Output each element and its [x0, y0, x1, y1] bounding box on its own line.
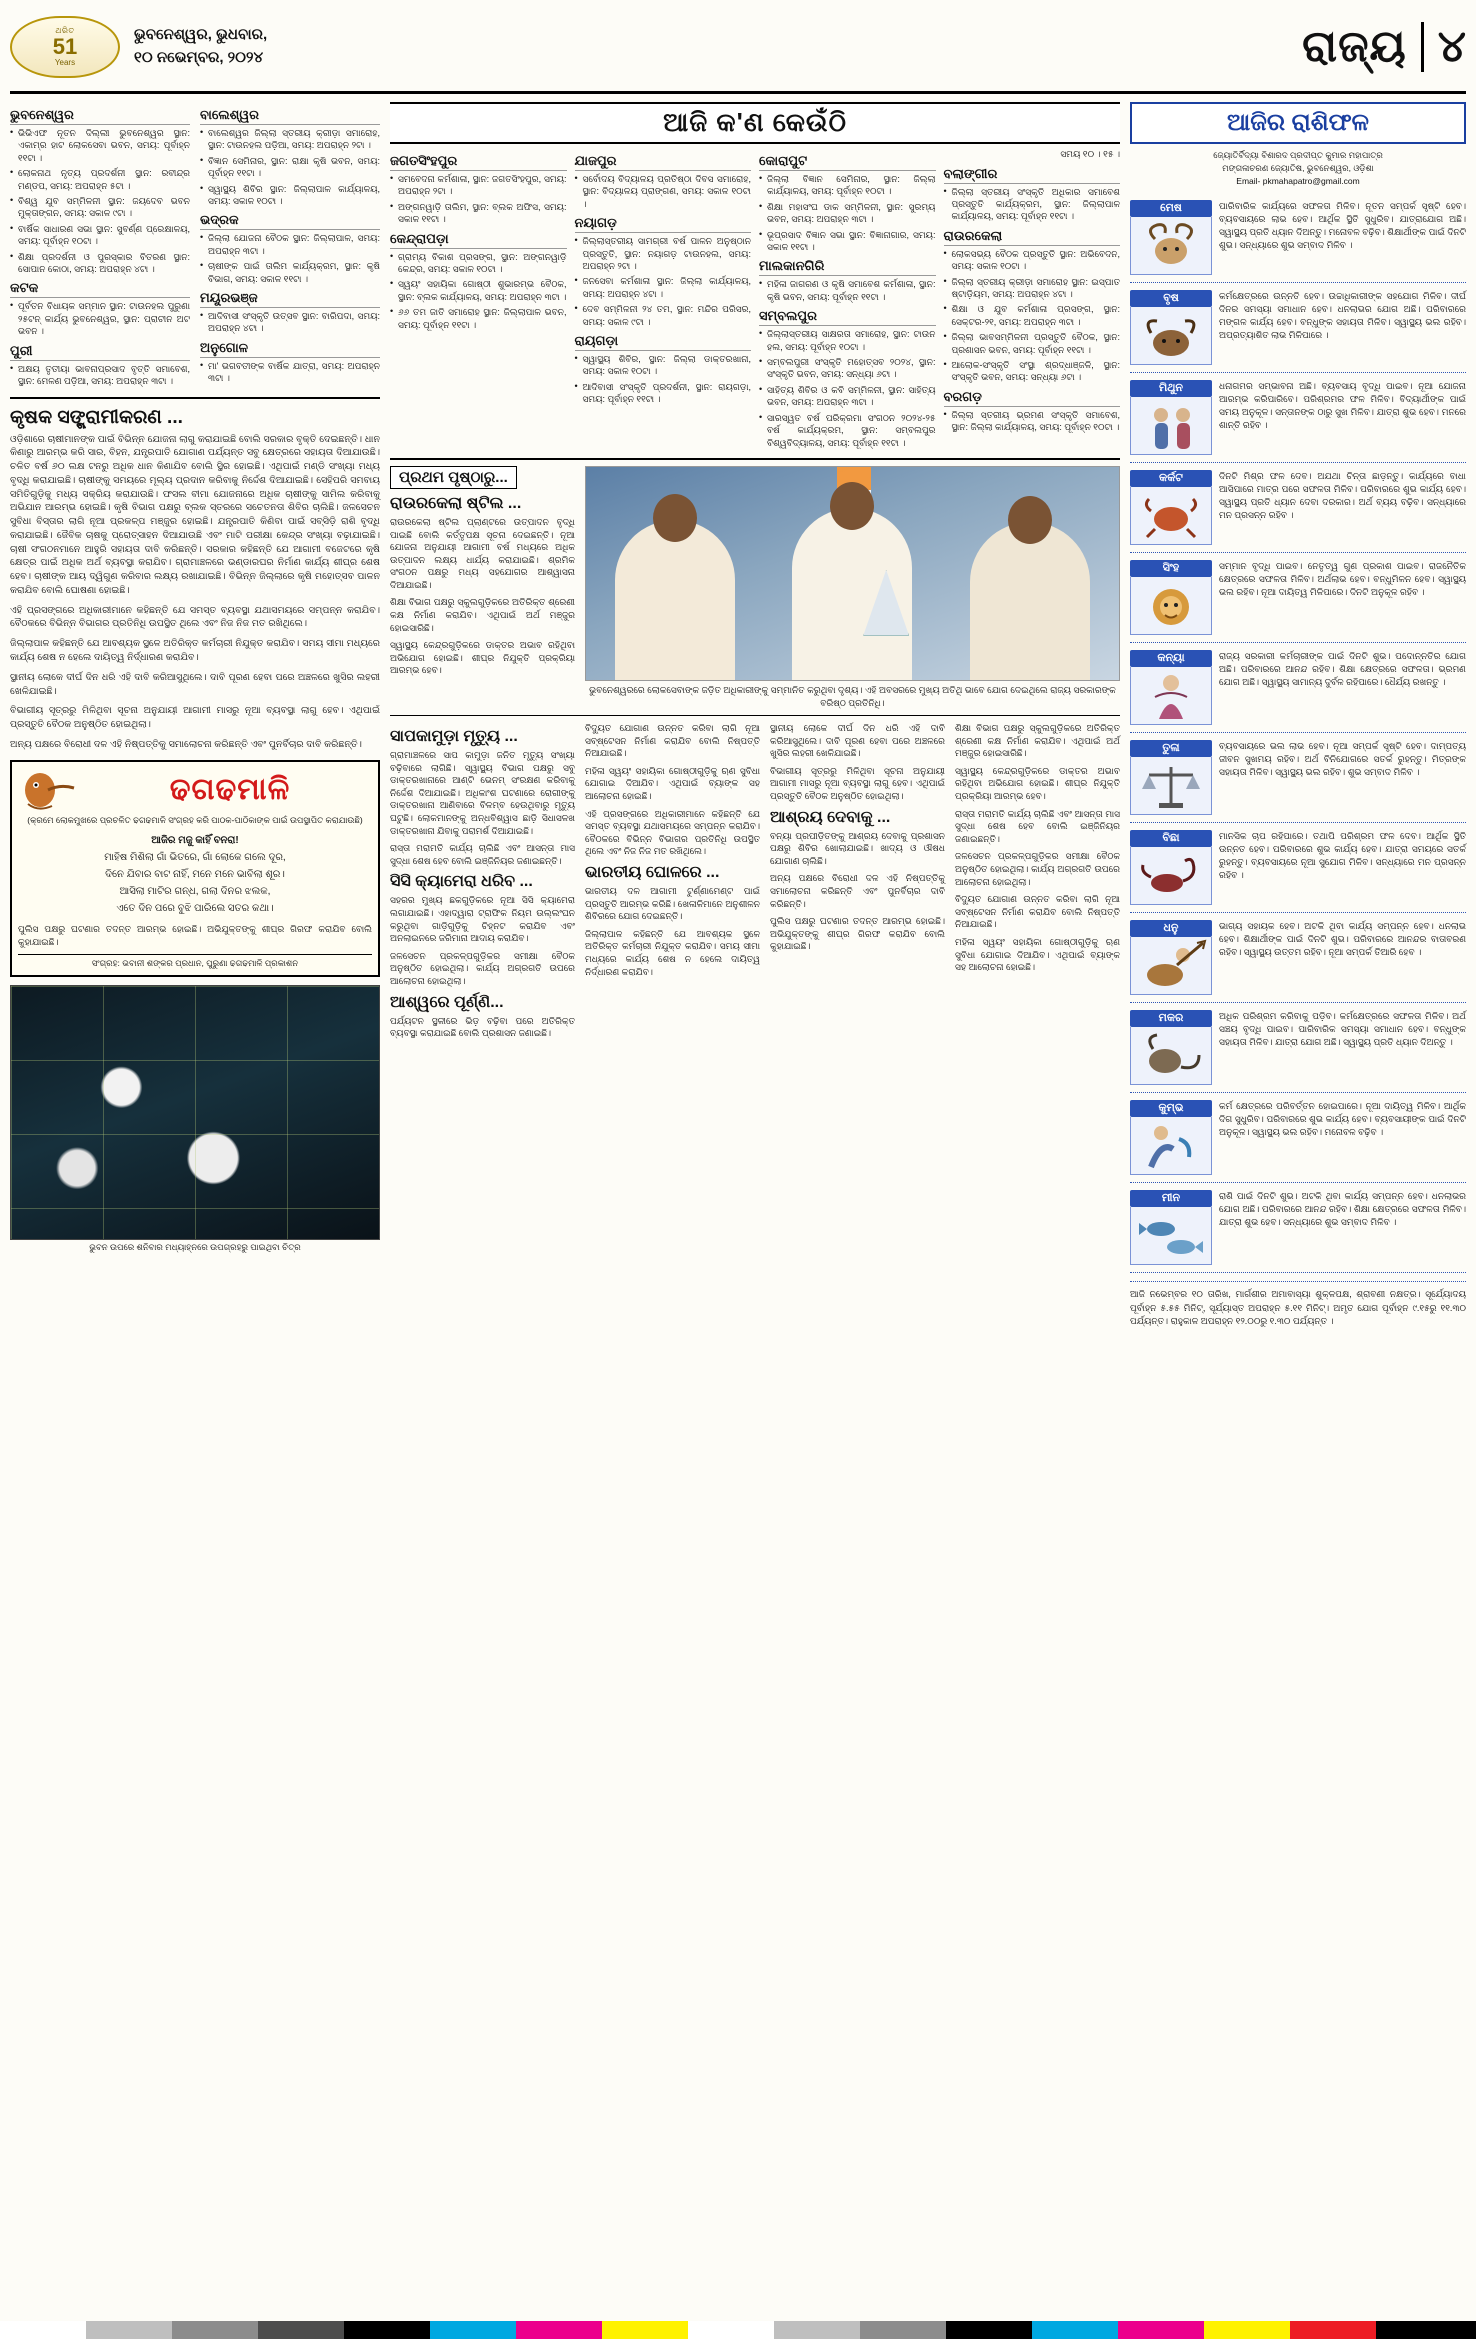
divider	[390, 715, 1120, 716]
event-item: • ଶିକ୍ଷା ମହାସଂଘ ଡାକ ସମ୍ମିଳନୀ, ସ୍ଥାନ: ସୁରମ୍ୟ ଭବନ, ସମୟ: ଅପରାହ୍ନ ୩ଟା ।	[759, 201, 936, 226]
event-list	[944, 409, 1121, 434]
article-body-cont: ଜିଲ୍ଲାପାଳ କହିଛନ୍ତି ଯେ ଆବଶ୍ୟକ ସ୍ଥଳେ ଅତିରିକ୍ତ କର୍ମଚାରୀ ନିଯୁକ୍ତ କରାଯିବ। ସମୟ ସୀମା ମଧ୍ୟରେ କାର୍ଯ୍ୟ ଶେଷ ନ ହେଲେ ଦାୟିତ୍ୱ ନିର୍ଦ୍ଧାରଣ କରାଯିବ।	[10, 638, 380, 663]
event-item: • ଭିଭିଏଫ ନୂତନ ଦିଲ୍ଲୀ ଭୁବନେଶ୍ୱର ସ୍ଥାନ: ଏକାମ୍ର ହାଟ ଲୋକସେବା ଭବନ, ସମୟ: ପୂର୍ବାହ୍ନ ୧୧ଟା ।	[10, 127, 190, 164]
sign-name: ବୃଷ	[1130, 290, 1212, 307]
cartoon-credit: ସଂଗ୍ରହ: ଭବାନୀ ଶଙ୍କର ପ୍ରଧାନ, ପୁରୁଣା ଢଗଢମାଳି ପ୍ରକାଶନ	[18, 954, 372, 969]
event-list	[10, 127, 190, 275]
continued-text: ମହିଳା ସ୍ୱୟଂ ସହାୟିକା ଗୋଷ୍ଠୀଗୁଡ଼ିକୁ ଋଣ ସୁବିଧା ଯୋଗାଇ ଦିଆଯିବ। ଏଥିପାଇଁ ବ୍ୟାଙ୍କ ସହ ଆଲୋଚନା ହୋଇଛି।	[585, 765, 760, 802]
color-swatch	[430, 2321, 516, 2339]
scorpio-scorpion-icon	[1130, 847, 1212, 905]
sign-text: ମାନସିକ ଚାପ ରହିପାରେ। ତଥାପି ପରିଶ୍ରମ ଫଳ ଦେବ। ଆର୍ଥିକ ସ୍ଥିତି ଉନ୍ନତ ହେବ। ପରିବାରରେ ଶୁଭ କାର୍ଯ୍ୟ ହେବ। ଯାତ୍ରା ସମୟରେ ସତର୍କ ରୁହନ୍ତୁ। ବ୍ୟବସାୟରେ ନୂଆ ସୁଯୋଗ ମିଳିବ। ସନ୍ଧ୍ୟାରେ ମନ ପ୍ରସନ୍ନ ରହିବ ।	[1219, 831, 1466, 881]
event-list	[575, 235, 752, 328]
article-body-cont: ବିଭାଗୀୟ ସୂତ୍ରରୁ ମିଳିଥିବା ସୂଚନା ଅନୁଯାୟୀ ଆଗାମୀ ମାସରୁ ନୂଆ ବ୍ୟବସ୍ଥା ଲାଗୁ ହେବ। ଏଥିପାଇଁ ପ୍ରସ୍ତୁତି ବୈଠକ ଅନୁଷ୍ଠିତ ହୋଇଥିଲା।	[10, 705, 380, 731]
event-item: • ଆଲୋକ-ସଂସ୍କୃତି ସଂସ୍ଥା ଶ୍ରଦ୍ଧାଞ୍ଜଳି, ସ୍ଥାନ: ସଂସ୍କୃତି ଭବନ, ସମୟ: ସନ୍ଧ୍ୟା ୬ଟା ।	[944, 359, 1121, 384]
sign-badge	[1130, 290, 1212, 365]
city-name: ବାଲେଶ୍ୱର	[200, 107, 380, 125]
article-headline: କୃଷକ ସଙ୍ଗ୍ରାମୀକରଣ ...	[10, 406, 183, 428]
event-item: • ମା' ଭଗବତୀଙ୍କ ବାର୍ଷିକ ଯାତ୍ରା, ସମୟ: ଅପରାହ୍ନ ୩ଟା ।	[200, 360, 380, 385]
gemini-twins-icon	[1130, 397, 1212, 455]
person-head	[830, 482, 874, 530]
color-swatch	[0, 2321, 86, 2339]
cartoon-title: ଢଗଢମାଳି	[169, 772, 291, 806]
virgo-maiden-icon	[1130, 667, 1212, 725]
article-body-cont: ଅନ୍ୟ ପକ୍ଷରେ ବିରୋଧୀ ଦଳ ଏହି ନିଷ୍ପତ୍ତିକୁ ସମାଲୋଚନା କରିଛନ୍ତି ଏବଂ ପୁନର୍ବିଚାର ଦାବି କରିଛନ୍ତି।	[10, 738, 362, 750]
poem-line: ଦିନେ ଯିବାର ବାଟ ନାହିଁ, ମନେ ମନେ ଭାବିଲା ଶୂର।	[105, 869, 285, 881]
city-name: ଭୁବନେଶ୍ୱର	[10, 107, 190, 125]
sign-name: ତୁଳା	[1130, 740, 1212, 757]
sign-name: ମିଥୁନ	[1130, 380, 1212, 397]
sign-text: ପାରିବାରିକ କାର୍ଯ୍ୟରେ ସଫଳତା ମିଳିବ। ନୂତନ ସମ୍ପର୍କ ସୃଷ୍ଟି ହେବ। ବ୍ୟବସାୟରେ ଲାଭ ହେବ। ଆର୍ଥିକ ସ୍ଥିତି ସୁଧୁରିବ। ଯାତ୍ରାଯୋଗ ଅଛି। ସ୍ୱାସ୍ଥ୍ୟ ପ୍ରତି ଧ୍ୟାନ ଦିଅନ୍ତୁ। ମନୋବଳ ବଢ଼ିବ। ଶିକ୍ଷାର୍ଥୀଙ୍କ ପାଇଁ ଦିନଟି ଶୁଭ। ସନ୍ଧ୍ୟାରେ ଶୁଭ ସମ୍ବାଦ ମିଳିବ ।	[1219, 201, 1466, 251]
event-item: • ସାହିତ୍ୟ ଶିବିର ଓ କବି ସମ୍ମିଳନୀ, ସ୍ଥାନ: ସାହିତ୍ୟ ଭବନ, ସମୟ: ଅପରାହ୍ନ ୩ଟା ।	[759, 384, 936, 409]
event-item: • ବାଲେଶ୍ୱର ଜିଲ୍ଲା ସ୍ତରୀୟ କ୍ରୀଡ଼ା ସମାରୋହ, ସ୍ଥାନ: ଟାଉନହଲ ପଡ଼ିଆ, ସମୟ: ଅପରାହ୍ନ ୨ଟା ।	[200, 127, 380, 152]
cancer-crab-icon	[1130, 487, 1212, 545]
color-swatch	[258, 2321, 344, 2339]
seal-years-label: Years	[54, 58, 76, 67]
photo-block	[585, 466, 1120, 709]
event-list	[10, 363, 190, 388]
event-item: • ସ୍ୱୟଂ ସହାୟିକା ଗୋଷ୍ଠୀ ଶୁଭାରମ୍ଭ ବୈଠକ, ସ୍ଥାନ: ବ୍ଲକ କାର୍ଯ୍ୟାଳୟ, ସମୟ: ଅପରାହ୍ନ ୩ଟା ।	[390, 278, 567, 303]
city-name: ବଲାଙ୍ଗୀର	[944, 166, 1121, 184]
event-item: • ସ୍ୱାସ୍ଥ୍ୟ ଶିବିର, ସ୍ଥାନ: ଜିଲ୍ଲା ଡାକ୍ତରଖାନା, ସମୟ: ସକାଳ ୧୦ଟା ।	[575, 353, 752, 378]
sign-badge	[1130, 560, 1212, 635]
dateline-place: ଭୁବନେଶ୍ୱର, ଭୁଧବାର,	[134, 26, 268, 43]
event-list	[200, 127, 380, 207]
city-name: ମାଲକାନଗିରି	[759, 258, 936, 276]
today-left-block	[10, 102, 380, 391]
aquarius-pot-icon	[1130, 1117, 1212, 1175]
lower-middle-area	[390, 722, 1120, 1040]
sign-text: ସମ୍ମାନ ବୃଦ୍ଧି ପାଇବ। ନେତୃତ୍ୱ ଗୁଣ ପ୍ରକାଶ ପାଇବ। ରାଜନୈତିକ କ୍ଷେତ୍ରରେ ସଫଳତା ମିଳିବ। ଅର୍ଥଲାଭ ହେବ। ବନ୍ଧୁମିଳନ ହେବ। ସ୍ୱାସ୍ଥ୍ୟ ଭଲ ରହିବ। ନୂଆ ଦାୟିତ୍ୱ ମିଳିପାରେ। ଦିନଟି ଅନୁକୂଳ ରହିବ ।	[1219, 561, 1466, 598]
satellite-caption: ଭୁବନ ଉପରେ ଶନିବାର ମଧ୍ୟାହ୍ନରେ ଉପଗ୍ରହରୁ ପାଇଥିବା ଚିତ୍ର	[89, 1242, 301, 1253]
rourkela-body-cont: ସ୍ୱାସ୍ଥ୍ୟ କେନ୍ଦ୍ରଗୁଡ଼ିକରେ ଡାକ୍ତର ଅଭାବ ରହିଥିବା ଅଭିଯୋଗ ହୋଇଛି। ଶୀଘ୍ର ନିଯୁକ୍ତି ପ୍ରକ୍ରିୟା ଆରମ୍ଭ ହେବ।	[390, 640, 575, 676]
divider	[10, 397, 380, 399]
city-name: ରାଉରକେଲା	[944, 228, 1121, 246]
today-column-1	[10, 102, 190, 391]
continued-text: ମହିଳା ସ୍ୱୟଂ ସହାୟିକା ଗୋଷ୍ଠୀଗୁଡ଼ିକୁ ଋଣ ସୁବିଧା ଯୋଗାଇ ଦିଆଯିବ। ଏଥିପାଇଁ ବ୍ୟାଙ୍କ ସହ ଆଲୋଚନା ହୋଇଛି।	[955, 937, 1120, 973]
city-name: ଯାଜପୁର	[575, 153, 752, 171]
continued-text: ବିଦ୍ୟୁତ ଯୋଗାଣ ଉନ୍ନତ କରିବା ଲାଗି ନୂଆ ସବ୍‌ଷ୍ଟେସନ ନିର୍ମାଣ କରାଯିବ ବୋଲି ନିଷ୍ପତ୍ତି ନିଆଯାଇଛି।	[955, 894, 1120, 930]
event-item: • ସମବେଦନା କର୍ମଶାଳା, ସ୍ଥାନ: ଜଗତସିଂହପୁର, ସମୟ: ଅପରାହ୍ନ ୨ଟା ।	[390, 173, 567, 198]
today-time-note: ସମୟ ୧୦ । ୧୫ ।	[1060, 149, 1120, 159]
cctv-body-cont: ଜଳସେଚନ ପ୍ରକଳ୍ପଗୁଡ଼ିକର ସମୀକ୍ଷା ବୈଠକ ଅନୁଷ୍ଠିତ ହୋଇଥିଲା। କାର୍ଯ୍ୟ ଅଗ୍ରଗତି ଉପରେ ଆଲୋଚନା ହୋଇଥିଲା।	[390, 950, 575, 986]
photo-caption: ଭୁବନେଶ୍ୱରରେ ଲୋକସେବାଙ୍କ ଜଡ଼ିତ ଅଧିକାରୀଙ୍କୁ ସମ୍ମାନିତ କରୁଥିବା ଦୃଶ୍ୟ। ଏହି ଅବସରରେ ମୁଖ୍ୟ ଅତିଥି ଭାବେ ଯୋଗ ଦେଇଥିଲେ ରାଜ୍ୟ ସରକାରଙ୍କ ବରିଷ୍ଠ ପ୍ରତିନିଧି।	[589, 684, 1116, 708]
today-section-title: ଆଜି କ'ଣ କେଉଁଠି	[390, 102, 1120, 144]
event-list	[575, 353, 752, 406]
color-swatch-group	[0, 2321, 1476, 2339]
event-item: • ଚାଷୀଙ୍କ ପାଇଁ ତାଲିମ କାର୍ଯ୍ୟକ୍ରମ, ସ୍ଥାନ: କୃଷି ବିଭାଗ, ସମୟ: ସକାଳ ୧୧ଟା ।	[200, 260, 380, 285]
event-item: • ଜିଲ୍ଲା ବିଜ୍ଞାନ ସେମିନାର, ସ୍ଥାନ: ଜିଲ୍ଲା କାର୍ଯ୍ୟାଳୟ, ସମୟ: ପୂର୍ବାହ୍ନ ୧୦ଟା ।	[759, 173, 936, 198]
continued-text: ସ୍ୱାସ୍ଥ୍ୟ କେନ୍ଦ୍ରଗୁଡ଼ିକରେ ଡାକ୍ତର ଅଭାବ ରହିଥିବା ଅଭିଯୋଗ ହୋଇଛି। ଶୀଘ୍ର ନିଯୁକ୍ତି ପ୍ରକ୍ରିୟା ଆରମ୍ଭ ହେବ।	[955, 765, 1120, 802]
ashray-body: ବନ୍ୟା ପ୍ରପୀଡ଼ିତଙ୍କୁ ଆଶ୍ରୟ ଦେବାକୁ ପ୍ରଶାସନ ପକ୍ଷରୁ ଶିବିର ଖୋଲାଯାଇଛି। ଖାଦ୍ୟ ଓ ଔଷଧ ଯୋଗାଣ ଚାଲିଛି।	[770, 830, 945, 866]
horoscope-sign-row	[1130, 553, 1466, 643]
first-page-label: ପ୍ରଥମ ପୃଷ୍ଠାରୁ...	[390, 466, 517, 489]
continued-text: ଜଳସେଚନ ପ୍ରକଳ୍ପଗୁଡ଼ିକର ସମୀକ୍ଷା ବୈଠକ ଅନୁଷ୍ଠିତ ହୋଇଥିଲା। କାର୍ଯ୍ୟ ଅଗ୍ରଗତି ଉପରେ ଆଲୋଚନା ହୋଇଥିଲା।	[955, 851, 1120, 887]
city-name: ମୟୂରଭଞ୍ଜ	[200, 290, 380, 308]
sign-text: କର୍ମକ୍ଷେତ୍ରରେ ଉନ୍ନତି ହେବ। ଉଚ୍ଚାଧିକାରୀଙ୍କ ସହଯୋଗ ମିଳିବ। ଦୀର୍ଘ ଦିନର ସମସ୍ୟା ସମାଧାନ ହେବ। ଧନଲାଭର ଯୋଗ ଅଛି। ପରିବାରରେ ମଙ୍ଗଳ କାର୍ଯ୍ୟ ହେବ। ବନ୍ଧୁଙ୍କ ସହାୟତା ମିଳିବ। ସ୍ୱାସ୍ଥ୍ୟ ଭଲ ରହିବ। ଅପ୍ରତ୍ୟାଶିତ ଲାଭ ମିଳିପାରେ ।	[1219, 291, 1466, 341]
color-swatch	[774, 2321, 860, 2339]
color-swatch	[516, 2321, 602, 2339]
sign-name: ଧନୁ	[1130, 920, 1212, 937]
color-swatch	[1290, 2321, 1376, 2339]
libra-scales-icon	[1130, 757, 1212, 815]
city-name: କୋରାପୁଟ	[759, 153, 936, 171]
sign-name: ମକର	[1130, 1010, 1212, 1027]
today-column-5	[759, 148, 936, 452]
sign-name: କୁମ୍ଭ	[1130, 1100, 1212, 1117]
middle-text-col-4	[955, 722, 1120, 1040]
event-list	[390, 251, 567, 331]
event-list	[759, 173, 936, 253]
continued-text: ବିଦ୍ୟୁତ ଯୋଗାଣ ଉନ୍ନତ କରିବା ଲାଗି ନୂଆ ସବ୍‌ଷ୍ଟେସନ ନିର୍ମାଣ କରାଯିବ ବୋଲି ନିଷ୍ପତ୍ତି ନିଆଯାଇଛି।	[585, 723, 760, 759]
guest-body: ପର୍ଯ୍ୟଟନ ସ୍ଥଳୀରେ ଭିଡ଼ ବଢ଼ିବା ପରେ ଅତିରିକ୍ତ ବ୍ୟବସ୍ଥା କରାଯାଇଛି ବୋଲି ପ୍ରଶାସନ ଜଣାଇଛି।	[390, 1015, 575, 1039]
continued-text: ଜିଲ୍ଲାପାଳ କହିଛନ୍ତି ଯେ ଆବଶ୍ୟକ ସ୍ଥଳେ ଅତିରିକ୍ତ କର୍ମଚାରୀ ନିଯୁକ୍ତ କରାଯିବ। ସମୟ ସୀମା ମଧ୍ୟରେ କାର୍ଯ୍ୟ ଶେଷ ନ ହେଲେ ଦାୟିତ୍ୱ ନିର୍ଦ୍ଧାରଣ କରାଯିବ।	[585, 928, 760, 977]
event-list	[944, 186, 1121, 223]
event-list	[759, 328, 936, 449]
event-item: • ଅକ୍ଷୟ ତୃତୀୟା ଭାବନାପ୍ରସାଦ ବୃତ୍ତି ସମାବେଶ, ସ୍ଥାନ: ମେଳଣ ପଡ଼ିଆ, ସମୟ: ଅପରାହ୍ନ ୩ଟା ।	[10, 363, 190, 388]
event-item: • ସମ୍ବଲପୁରୀ ସଂସ୍କୃତି ମହୋତ୍ସବ ୨୦୨୪, ସ୍ଥାନ: ସଂସ୍କୃତି ଭବନ, ସମୟ: ସନ୍ଧ୍ୟା ୬ଟା ।	[759, 356, 936, 381]
event-item: • ଜିଲ୍ଲା ଭାବସମ୍ମିଳନୀ ପ୍ରସ୍ତୁତି ବୈଠକ, ସ୍ଥାନ: ପ୍ରଶାସନ ଭବନ, ସମୟ: ପୂର୍ବାହ୍ନ ୧୧ଟା ।	[944, 331, 1121, 356]
article-body: ଓଡ଼ିଶାରେ ଚାଷୀମାନଙ୍କ ପାଇଁ ବିଭିନ୍ନ ଯୋଜନା ଲାଗୁ କରାଯାଇଛି ବୋଲି ସରକାର ବୃକ୍ତି ଦେଇଛନ୍ତି। ଧାନ କିଣାରୁ ଆରମ୍ଭ କରି ସାର, ବିହନ, ଯନ୍ତ୍ରପାତି ଯୋଗାଣ ପର୍ଯ୍ୟନ୍ତ ସବୁ କ୍ଷେତ୍ରରେ ସହାୟତା ଦିଆଯାଉଛି। ଚଳିତ ବର୍ଷ ୬୦ ଲକ୍ଷ ଟନରୁ ଅଧିକ ଧାନ କିଣାଯିବ ବୋଲି ସ୍ଥିର ହୋଇଛି। ଏଥିପାଇଁ ମଣ୍ଡି ସଂଖ୍ୟା ମଧ୍ୟ ବୃଦ୍ଧି କରାଯାଇଛି। ଚାଷୀଙ୍କୁ ସମୟରେ ମୂଲ୍ୟ ପ୍ରଦାନ କରିବାକୁ ନିର୍ଦ୍ଦେଶ ଦିଆଯାଇଛି। ସେହିପରି ସମବାୟ ସମିତିଗୁଡ଼ିକୁ ମଧ୍ୟ ସକ୍ରିୟ କରାଯାଉଛି। ଫସଲ ବୀମା ଯୋଜନାରେ ଅଧିକ ଚାଷୀଙ୍କୁ ସାମିଲ କରିବାକୁ ଅଭିଯାନ ଆରମ୍ଭ ହୋଇଛି। କୃଷି ବିଭାଗ ପକ୍ଷରୁ ବ୍ଲକ ସ୍ତରରେ ସଚେତନତା ଶିବିର ଚାଲିଛି। ଜଳସେଚନ ସୁବିଧା ବିସ୍ତାର ଲାଗି ନୂଆ ପ୍ରକଳ୍ପ ମଞ୍ଜୁର ହୋଇଛି। ଯନ୍ତ୍ରପାତି କିଣିବା ପାଇଁ ସବ୍‌ସିଡ଼ି ରାଶି ବୃଦ୍ଧି କରାଯାଇଛି। ଜୈବିକ ଚାଷକୁ ପ୍ରୋତ୍ସାହନ ଦିଆଯାଉଛି ଏବଂ ମାଟି ପରୀକ୍ଷା କେନ୍ଦ୍ର ସଂଖ୍ୟା ବଢ଼ାଯାଇଛି। ଚାଷୀ ସଂଗଠନମାନେ ଆହୁରି ସହାୟତା ଦାବି କରିଛନ୍ତି। ସରକାର କହିଛନ୍ତି ଯେ ଆଗାମୀ ବଜେଟରେ କୃଷି କ୍ଷେତ୍ର ପାଇଁ ଅଧିକ ଅର୍ଥ ବ୍ୟବସ୍ଥା କରାଯିବ। ଗ୍ରାମାଞ୍ଚଳରେ ଭଣ୍ଡାରଘର ନିର୍ମାଣ କାର୍ଯ୍ୟ ଶୀଘ୍ର ଶେଷ ହେବ। ଚାଷୀଙ୍କ ଆୟ ଦ୍ୱିଗୁଣ କରିବାର ଲକ୍ଷ୍ୟ ରଖାଯାଇଛି। ବିଭିନ୍ନ ଜିଲ୍ଲାରେ କୃଷି ମହୋତ୍ସବ ପାଳନ କରାଯିବ ବୋଲି ଘୋଷଣା ହୋଇଛି।	[10, 433, 380, 596]
left-column	[10, 102, 380, 2312]
sign-text: କର୍ମ କ୍ଷେତ୍ରରେ ପରିବର୍ତ୍ତନ ହୋଇପାରେ। ନୂଆ ଦାୟିତ୍ୱ ମିଳିବ। ଆର୍ଥିକ ଦିଗ ସୁଧୁରିବ। ପରିବାରରେ ଶୁଭ କାର୍ଯ୍ୟ ହେବ। ବ୍ୟବସାୟୀଙ୍କ ପାଇଁ ଦିନଟି ଅନୁକୂଳ। ସ୍ୱାସ୍ଥ୍ୟ ଭଲ ରହିବ। ମନୋବଳ ବଢ଼ିବ ।	[1219, 1101, 1466, 1138]
horoscope-byline	[1130, 149, 1466, 187]
today-listing	[390, 148, 1120, 452]
horoscope-title: ଆଜିର ରାଶିଫଳ	[1130, 102, 1466, 144]
sign-badge	[1130, 920, 1212, 995]
color-swatch	[946, 2321, 1032, 2339]
event-item: • ସ୍ୱାସ୍ଥ୍ୟ ଶିବିର ସ୍ଥାନ: ଜିଲ୍ଲାପାଳ କାର୍ଯ୍ୟାଳୟ, ସମୟ: ସକାଳ ୧୦ଟା ।	[200, 183, 380, 208]
event-item: • ସାରସ୍ୱତ ବର୍ଷ ପରିକ୍ରମା ସଂଗଠନ ୨୦୨୪-୨୫ ବର୍ଷ କାର୍ଯ୍ୟକ୍ରମ, ସ୍ଥାନ: ସମ୍ବଲପୁର ବିଶ୍ୱବିଦ୍ୟାଳୟ, ସମୟ: ପୂର୍ବାହ୍ନ ୧୧ଟା ।	[759, 412, 936, 449]
city-name: ନୟାଗଡ଼	[575, 215, 752, 233]
masthead	[10, 8, 1466, 94]
horoscope-sign-row	[1130, 733, 1466, 823]
city-name: ସମ୍ବଲପୁର	[759, 308, 936, 326]
middle-column	[390, 102, 1120, 2312]
continued-text: ରାସ୍ତା ମରାମତି କାର୍ଯ୍ୟ ଚାଲିଛି ଏବଂ ଆସନ୍ତା ମାସ ସୁଦ୍ଧା ଶେଷ ହେବ ବୋଲି ଇଞ୍ଜିନିୟର ଜଣାଇଛନ୍ତି।	[955, 808, 1120, 844]
color-swatch	[688, 2321, 774, 2339]
horoscope-sign-row	[1130, 643, 1466, 733]
photo-subjects	[586, 495, 1119, 680]
sign-badge	[1130, 650, 1212, 725]
photo-person-right	[970, 522, 1090, 680]
event-item: • ଲୋକସଭ୍ୟ ବୈଠକ ପ୍ରସ୍ତୁତି ସ୍ଥାନ: ଅଭିବେଦନ, ସମୟ: ସକାଳ ୧୦ଟା ।	[944, 248, 1121, 273]
leo-lion-icon	[1130, 577, 1212, 635]
horoscope-sign-row	[1130, 913, 1466, 1003]
horoscope-sign-row	[1130, 283, 1466, 373]
section-title: ରାଜ୍ୟ	[1302, 21, 1407, 71]
event-item: • ଜନସେବା କର୍ମଶାଳା ସ୍ଥାନ: ଜିଲ୍ଲା କାର୍ଯ୍ୟାଳୟ, ସମୟ: ଅପରାହ୍ନ ୪ଟା ।	[575, 275, 752, 300]
continued-text: ପୁଲିସ ପକ୍ଷରୁ ଘଟଣାର ତଦନ୍ତ ଆରମ୍ଭ ହୋଇଛି। ଅଭିଯୁକ୍ତଙ୍କୁ ଶୀଘ୍ର ଗିରଫ କରାଯିବ ବୋଲି କୁହାଯାଇଛି।	[770, 916, 945, 952]
city-name: କଟକ	[10, 280, 190, 298]
event-list	[200, 232, 380, 285]
continued-text: ବିଭାଗୀୟ ସୂତ୍ରରୁ ମିଳିଥିବା ସୂଚନା ଅନୁଯାୟୀ ଆଗାମୀ ମାସରୁ ନୂଆ ବ୍ୟବସ୍ଥା ଲାଗୁ ହେବ। ଏଥିପାଇଁ ପ୍ରସ୍ତୁତି ବୈଠକ ଅନୁଷ୍ଠିତ ହୋଇଥିଲା।	[770, 765, 945, 802]
satellite-grid-overlay	[11, 986, 379, 1239]
sign-badge	[1130, 200, 1212, 275]
event-list	[759, 278, 936, 303]
sign-text: ଦିନଟି ମିଶ୍ର ଫଳ ଦେବ। ଅଯଥା ଚିନ୍ତା ଛାଡ଼ନ୍ତୁ। କାର୍ଯ୍ୟରେ ବାଧା ଆସିପାରେ ମାତ୍ର ପରେ ସଫଳତା ମିଳିବ। ପରିବାରରେ ଶୁଭ କାର୍ଯ୍ୟ ହେବ। ସ୍ୱାସ୍ଥ୍ୟ ପ୍ରତି ଧ୍ୟାନ ଦେବା ଦରକାର। ଅର୍ଥ ବ୍ୟୟ ବଢ଼ିବ। ସନ୍ଧ୍ୟାରେ ମନ ପ୍ରସନ୍ନ ରହିବ ।	[1219, 471, 1466, 521]
guest-headline: ଆଶ୍ୱରେ ପୂର୍ଣ୍ଣି...	[390, 993, 504, 1011]
poem-heading: ଆଜିର ମଜୁ କାହିଁ ବନରା!	[151, 835, 239, 847]
event-item: • ଶିକ୍ଷା ପ୍ରଦର୍ଶନୀ ଓ ପୁରସ୍କାର ବିତରଣ ସ୍ଥାନ: ସୋପାନ କୋଠା, ସମୟ: ଅପରାହ୍ନ ୪ଟା ।	[10, 251, 190, 276]
city-name: କେନ୍ଦ୍ରାପଡ଼ା	[390, 231, 567, 249]
masthead-section-area	[1302, 22, 1466, 72]
event-item: • ଜିଲ୍ଲାସ୍ତରୀୟ ସାକ୍ଷରତା ସମାରୋହ, ସ୍ଥାନ: ଟାଉନ ହଲ, ସମୟ: ପୂର୍ବାହ୍ନ ୧୦ଟା ।	[759, 328, 936, 353]
event-item: • ଜିଲ୍ଲା ସ୍ତରୀୟ କ୍ରୀଡ଼ା ସମାରୋହ ସ୍ଥାନ: ଇସ୍ପାତ ଷ୍ଟାଡ଼ିୟମ, ସମୟ: ଅପରାହ୍ନ ୪ଟା ।	[944, 276, 1121, 301]
event-item: • ମହିଳା ଜାଗରଣ ଓ କୃଷି ସମାବେଶ କର୍ମଶାଳା, ସ୍ଥାନ: କୃଷି ଭବନ, ସମୟ: ପୂର୍ବାହ୍ନ ୧୧ଟା ।	[759, 278, 936, 303]
continued-text: ଅନ୍ୟ ପକ୍ଷରେ ବିରୋଧୀ ଦଳ ଏହି ନିଷ୍ପତ୍ତିକୁ ସମାଲୋଚନା କରିଛନ୍ତି ଏବଂ ପୁନର୍ବିଚାର ଦାବି କରିଛନ୍ତି।	[770, 873, 945, 909]
color-swatch	[1032, 2321, 1118, 2339]
color-swatch	[1118, 2321, 1204, 2339]
color-swatch	[1204, 2321, 1290, 2339]
poem-line: ଏତେ ଦିନ ପରେ ବୁଝି ପାରିଲେ ସତର କଥା।	[116, 903, 274, 915]
event-list	[200, 310, 380, 335]
article-body-cont: ସ୍ଥାନୀୟ ଲୋକେ ଦୀର୍ଘ ଦିନ ଧରି ଏହି ଦାବି କରିଆସୁଥିଲେ। ଦାବି ପୂରଣ ହେବା ପରେ ଅଞ୍ଚଳରେ ଖୁସିର ଲହରୀ ଖେଳିଯାଇଛି।	[10, 671, 380, 697]
sign-name: କର୍କଟ	[1130, 470, 1212, 487]
event-item: • ଭୂପ୍ରସାଦ ବିଜ୍ଞାନ ସଭା ସ୍ଥାନ: ବିଜ୍ଞାନାଗାର, ସମୟ: ସକାଳ ୧୧ଟା ।	[759, 229, 936, 254]
sign-name: ମେଷ	[1130, 200, 1212, 217]
today-column-2	[200, 102, 380, 391]
sign-badge	[1130, 1010, 1212, 1085]
publication-seal	[10, 16, 120, 78]
event-item: • ଜିଲ୍ଲା ସ୍ତରୀୟ ଭ୍ରମଣ ସଂସ୍କୃତି ସମାବେଶ, ସ୍ଥାନ: ଜିଲ୍ଲା କାର୍ଯ୍ୟାଳୟ, ସମୟ: ପୂର୍ବାହ୍ନ ୧୦ଟା ।	[944, 409, 1121, 434]
sign-name: କନ୍ୟା	[1130, 650, 1212, 667]
color-swatch	[344, 2321, 430, 2339]
today-column-4	[575, 148, 752, 452]
sign-name: ସିଂହ	[1130, 560, 1212, 577]
event-list	[944, 248, 1121, 384]
city-name: ରାୟଗଡ଼ା	[575, 333, 752, 351]
event-item: • ବିଶ୍ୱ ଯୁବ ସମ୍ମିଳନୀ ସ୍ଥାନ: ଜୟଦେବ ଭବନ ମୁକ୍ତାଙ୍ଗନ, ସମୟ: ସକାଳ ୯ଟା ।	[10, 195, 190, 220]
poem-line: ଆସିଲା ମାଟିର ଗନ୍ଧ, ଗଲା ଦିନର ଝଲକ,	[119, 886, 271, 898]
astrologer-name: ଜ୍ୟୋତିର୍ବିଦ୍ୟା ବିଶାରଦ ପ୍ରଦୀପ୍ତ କୁମାର ମହାପାତ୍ର	[1213, 150, 1383, 160]
event-item: • ଜିଲ୍ଲାସ୍ତରୀୟ ସାମଗ୍ରୀ ବର୍ଷ ପାଳନ ଅନୁଷ୍ଠାନ ପ୍ରସ୍ତୁତି, ସ୍ଥାନ: ନୟାଗଡ଼ ଟାଉନହଲ, ସମୟ: ଅପରାହ୍ନ ୨ଟା ।	[575, 235, 752, 272]
divider	[390, 458, 1120, 460]
event-item: • ସର୍ବୋଦୟ ବିଦ୍ୟାଳୟ ପ୍ରତିଷ୍ଠା ଦିବସ ସମାରୋହ, ସ୍ଥାନ: ବିଦ୍ୟାଳୟ ପ୍ରାଙ୍ଗଣ, ସମୟ: ସକାଳ ୧୦ଟା ।	[575, 173, 752, 210]
snake-article	[390, 722, 575, 1040]
event-item: • ଶିକ୍ଷା ଓ ଯୁବ କର୍ମଶାଳା ପ୍ରସଙ୍ଗ, ସ୍ଥାନ: ସେକ୍ଟର-୨୧, ସମୟ: ଅପରାହ୍ନ ୩ଟା ।	[944, 303, 1121, 328]
event-item: • ଦେବ ସମ୍ମିଳନୀ ୨୪ ତମ, ସ୍ଥାନ: ମନ୍ଦିର ପରିସର, ସମୟ: ସକାଳ ୯ଟା ।	[575, 303, 752, 328]
sign-text: ଅଧିକ ପରିଶ୍ରମ କରିବାକୁ ପଡ଼ିବ। କର୍ମକ୍ଷେତ୍ରରେ ସଫଳତା ମିଳିବ। ଅର୍ଥ ସଞ୍ଚୟ ବୃଦ୍ଧି ପାଇବ। ପାରିବାରିକ ସମସ୍ୟା ସମାଧାନ ହେବ। ବନ୍ଧୁଙ୍କ ସହାୟତା ମିଳିବ। ଯାତ୍ରା ଯୋଗ ଅଛି। ସ୍ୱାସ୍ଥ୍ୟ ପ୍ରତି ଧ୍ୟାନ ଦିଅନ୍ତୁ ।	[1219, 1011, 1466, 1048]
sign-text: ରାଜ୍ୟ ସରକାରୀ କର୍ମଚାରୀଙ୍କ ପାଇଁ ଦିନଟି ଶୁଭ। ପଦୋନ୍ନତିର ଯୋଗ ଅଛି। ପରିବାରରେ ଆନନ୍ଦ ରହିବ। ଶିକ୍ଷା କ୍ଷେତ୍ରରେ ସଫଳତା। ଭ୍ରମଣ ଯୋଗ ଅଛି। ସ୍ୱାସ୍ଥ୍ୟ ସାମାନ୍ୟ ଦୁର୍ବଳ ରହିପାରେ। ଧୈର୍ଯ୍ୟ ରଖନ୍ତୁ ।	[1219, 651, 1466, 688]
horoscope-footer-note: ଆଜି ନଭେମ୍ବର ୧୦ ତାରିଖ, ମାର୍ଗଶୀର ଅମାବାସ୍ୟା ଶୁକ୍ଳପକ୍ଷ, ଶ୍ରାବଣୀ ନକ୍ଷତ୍ର। ସୂର୍ଯ୍ୟୋଦୟ ପୂର୍ବାହ୍ନ ୫.୫୫ ମିନିଟ୍, ସୂର୍ଯ୍ୟାସ୍ତ ଅପରାହ୍ନ ୫.୧୧ ମିନିଟ୍। ଅମୃତ ଯୋଗ ପୂର୍ବାହ୍ନ ୯.୧୫ରୁ ୧୧.୩୦ ପର୍ଯ୍ୟନ୍ତ। ରାହୁକାଳ ଅପରାହ୍ନ ୧୨.୦୦ରୁ ୧.୩୦ ପର୍ଯ୍ୟନ୍ତ ।	[1130, 1281, 1466, 1329]
sign-text: ଭାଗ୍ୟ ସହାୟକ ହେବ। ଅଟକି ଥିବା କାର୍ଯ୍ୟ ସମ୍ପନ୍ନ ହେବ। ଧନଲାଭ ହେବ। ଶିକ୍ଷାର୍ଥୀଙ୍କ ପାଇଁ ଦିନଟି ଶୁଭ। ପରିବାରରେ ଆନନ୍ଦର ବାତାବରଣ ରହିବ। ସ୍ୱାସ୍ଥ୍ୟ ଉତ୍ତମ ରହିବ। ନୂଆ ସମ୍ପର୍କ ତିଆରି ହେବ ।	[1219, 921, 1466, 958]
city-name: ଅନୁଗୋଳ	[200, 340, 380, 358]
continued-text: ଏହି ପ୍ରସଙ୍ଗରେ ଅଧିକାରୀମାନେ କହିଛନ୍ତି ଯେ ସମସ୍ତ ବ୍ୟବସ୍ଥା ଯଥାସମୟରେ ସମ୍ପନ୍ନ କରାଯିବ। ବୈଠକରେ ବିଭିନ୍ନ ବିଭାଗର ପ୍ରତିନିଧି ଉପସ୍ଥିତ ଥିଲେ ଏବଂ ନିଜ ନିଜ ମତ ରଖିଥିଲେ।	[585, 808, 760, 857]
event-item: • ବିଜ୍ଞାନ ସେମିନାର, ସ୍ଥାନ: ରାକ୍ଷା କୃଷି ଭବନ, ସମୟ: ପୂର୍ବାହ୍ନ ୧୧ଟା ।	[200, 155, 380, 180]
page-number: ୪	[1421, 22, 1466, 72]
bharatak-headline: ଭାରତୀୟ ଘୋଳରେ ...	[585, 864, 720, 882]
color-swatch	[1376, 2321, 1476, 2339]
seal-anniversary-number: 51	[52, 34, 78, 59]
event-item: • ଜିଲ୍ଲା ଯୋଜନା ବୈଠକ ସ୍ଥାନ: ଜିଲ୍ଲାପାଳ, ସମୟ: ଅପରାହ୍ନ ୩ଟା ।	[200, 232, 380, 257]
event-item: • ଗ୍ରାମ୍ୟ ବିକାଶ ପ୍ରସଙ୍ଗ, ସ୍ଥାନ: ଅଙ୍ଗନୱାଡ଼ି କେନ୍ଦ୍ର, ସମୟ: ସକାଳ ୧୦ଟା ।	[390, 251, 567, 276]
color-swatch	[602, 2321, 688, 2339]
dateline-date: ୧୦ ନଭେମ୍ବର, ୨୦୨୪	[134, 48, 264, 66]
sign-text: ଧନାଗମର ସମ୍ଭାବନା ଅଛି। ବ୍ୟବସାୟ ବୃଦ୍ଧି ପାଇବ। ନୂଆ ଯୋଜନା ଆରମ୍ଭ କରିପାରିବେ। ପରିଶ୍ରମର ଫଳ ମିଳିବ। ବିଦ୍ୟାର୍ଥୀଙ୍କ ପାଇଁ ସମୟ ଅନୁକୂଳ। ସନ୍ତାନଙ୍କ ଠାରୁ ସୁଖ ମିଳିବ। ଯାତ୍ରା ଶୁଭ ହେବ। ମନରେ ଶାନ୍ତି ରହିବ ।	[1219, 381, 1466, 431]
sign-name: ମୀନ	[1130, 1190, 1212, 1207]
first-page-section	[390, 466, 1120, 709]
color-swatch	[86, 2321, 172, 2339]
photo-person-left	[615, 520, 735, 680]
sign-badge	[1130, 380, 1212, 455]
continued-text: ସ୍ଥାନୀୟ ଲୋକେ ଦୀର୍ଘ ଦିନ ଧରି ଏହି ଦାବି କରିଆସୁଥିଲେ। ଦାବି ପୂରଣ ହେବା ପରେ ଅଞ୍ଚଳରେ ଖୁସିର ଲହରୀ ଖେଳିଯାଇଛି।	[770, 723, 945, 759]
sign-badge	[1130, 830, 1212, 905]
snake-body-cont: ରାସ୍ତା ମରାମତି କାର୍ଯ୍ୟ ଚାଲିଛି ଏବଂ ଆସନ୍ତା ମାସ ସୁଦ୍ଧା ଶେଷ ହେବ ବୋଲି ଇଞ୍ଜିନିୟର ଜଣାଇଛନ୍ତି।	[390, 843, 575, 866]
first-page-left	[390, 466, 575, 709]
sign-text: ବ୍ୟବସାୟରେ ଭଲ ଲାଭ ହେବ। ନୂଆ ସମ୍ପର୍କ ସୃଷ୍ଟି ହେବ। ଦାମ୍ପତ୍ୟ ଜୀବନ ସୁଖମୟ ରହିବ। ଅର୍ଥ ବିନିଯୋଗରେ ସତର୍କ ରୁହନ୍ତୁ। ମିତ୍ରଙ୍କ ସହାୟତା ମିଳିବ। ସ୍ୱାସ୍ଥ୍ୟ ଭଲ ରହିବ। ଶୁଭ ସମ୍ବାଦ ମିଳିବ ।	[1219, 741, 1466, 778]
horoscope-sign-row	[1130, 1003, 1466, 1093]
sign-badge	[1130, 1190, 1212, 1265]
city-name: ଭଦ୍ରକ	[200, 212, 380, 230]
capricorn-goat-icon	[1130, 1027, 1212, 1085]
event-list	[200, 360, 380, 385]
page-body	[10, 102, 1466, 2312]
today-city-columns	[390, 148, 1120, 452]
event-list	[10, 300, 190, 337]
satellite-image	[10, 985, 380, 1240]
sign-badge	[1130, 740, 1212, 815]
astrologer-email[interactable]: Email- pkmahapatro@gmail.com	[1236, 175, 1360, 186]
astrologer-address: ମଙ୍ଗଳାଚରଣ ଜ୍ୟୋତିଷ, ଭୁବନେଶ୍ୱର, ଓଡ଼ିଶା	[1222, 162, 1374, 173]
cartoon-feature-box	[10, 760, 380, 978]
aries-ram-icon	[1130, 217, 1212, 275]
masthead-dateline	[134, 24, 267, 69]
cctv-headline: ସିସି କ୍ୟାମେରା ଧରିବ ...	[390, 873, 533, 891]
cartoon-subtitle: (କ୍ରମେ ଲୋକମୁଖରେ ପ୍ରଚଳିତ ଢଗଢମାଳି ସଂଗ୍ରହ କରି ପାଠକ-ପାଠିକାଙ୍କ ପାଇଁ ଉପସ୍ଥାପିତ କରାଯାଉଛି)	[27, 814, 363, 825]
middle-text-col-2	[585, 722, 760, 1040]
horoscope-sign-row	[1130, 193, 1466, 283]
pisces-fish-icon	[1130, 1207, 1212, 1265]
event-list	[390, 173, 567, 226]
city-name: ବରଗଡ଼	[944, 389, 1121, 407]
horoscope-sign-row	[1130, 463, 1466, 553]
print-color-calibration-bar	[0, 2321, 1476, 2339]
event-item: • ଜିଲ୍ଲା ସ୍ତରୀୟ ସଂସ୍କୃତି ଅଧିକାର ସମାବେଶ ପ୍ରସ୍ତୁତି କାର୍ଯ୍ୟକ୍ରମ, ସ୍ଥାନ: ଜିଲ୍ଲାପାଳ କାର୍ଯ୍ୟାଳୟ, ସମୟ: ପୂର୍ବାହ୍ନ ୧୧ଟା ।	[944, 186, 1121, 223]
horoscope-sign-row	[1130, 373, 1466, 463]
city-name: ଜଗତସିଂହପୁର	[390, 153, 567, 171]
cctv-body: ସହରର ମୁଖ୍ୟ ଛକଗୁଡ଼ିକରେ ନୂଆ ସିସି କ୍ୟାମେରା ଲଗାଯାଇଛି। ଏହାଦ୍ୱାରା ଟ୍ରାଫିକ ନିୟମ ଉଲ୍ଲଂଘନ କରୁଥିବା ଗାଡ଼ିଗୁଡ଼ିକୁ ଚିହ୍ନଟ କରାଯିବ ଏବଂ ଅନଲାଇନରେ ଜରିମାନା ଆଦାୟ କରାଯିବ।	[390, 895, 575, 944]
rourkela-body-cont: ଶିକ୍ଷା ବିଭାଗ ପକ୍ଷରୁ ସ୍କୁଲଗୁଡ଼ିକରେ ଅତିରିକ୍ତ ଶ୍ରେଣୀ କକ୍ଷ ନିର୍ମାଣ କରାଯିବ। ଏଥିପାଇଁ ଅର୍ଥ ମଞ୍ଜୁର ହୋଇସାରିଛି।	[390, 597, 575, 633]
event-list	[575, 173, 752, 210]
today-column-3	[390, 148, 567, 452]
bharatak-body: ଭାରତୀୟ ଦଳ ଆଗାମୀ ଟୁର୍ଣ୍ଣାମେଣ୍ଟ ପାଇଁ ପ୍ରସ୍ତୁତି ଆରମ୍ଭ କରିଛି। ଖେଳାଳିମାନେ ଅନୁଶୀଳନ ଶିବିରରେ ଯୋଗ ଦେଇଛନ୍ତି।	[585, 886, 760, 922]
horoscope-column	[1130, 102, 1466, 2312]
event-item: • ଆଦିବାସୀ ସଂସ୍କୃତି ପ୍ରଦର୍ଶନୀ, ସ୍ଥାନ: ରାୟଗଡ଼ା, ସମୟ: ପୂର୍ବାହ୍ନ ୧୧ଟା ।	[575, 381, 752, 406]
seal-top-text: ଥରିତ	[55, 26, 75, 35]
person-head	[653, 494, 697, 542]
article-body-cont: ଏହି ପ୍ରସଙ୍ଗରେ ଅଧିକାରୀମାନେ କହିଛନ୍ତି ଯେ ସମସ୍ତ ବ୍ୟବସ୍ଥା ଯଥାସମୟରେ ସମ୍ପନ୍ନ କରାଯିବ। ବୈଠକରେ ବିଭିନ୍ନ ବିଭାଗର ପ୍ରତିନିଧି ଉପସ୍ଥିତ ଥିଲେ ଏବଂ ନିଜ ନିଜ ମତ ରଖିଥିଲେ।	[10, 604, 380, 630]
event-item: • ବାର୍ଷିକ ସାଧାରଣ ସଭା ସ୍ଥାନ: ସୁବର୍ଣ୍ଣ ପ୍ରେକ୍ଷାଳୟ, ସମୟ: ପୂର୍ବାହ୍ନ ୧୦ଟା ।	[10, 223, 190, 248]
sign-badge	[1130, 1100, 1212, 1175]
horoscope-sign-row	[1130, 823, 1466, 913]
sagittarius-archer-icon	[1130, 937, 1212, 995]
today-column-6	[944, 148, 1121, 452]
event-item: • ଅଙ୍ଗନୱାଡ଼ି ତାଲିମ, ସ୍ଥାନ: ବ୍ଲକ ଅଫିସ, ସମୟ: ସକାଳ ୧୧ଟା ।	[390, 201, 567, 226]
middle-text-col-3	[770, 722, 945, 1040]
cartoon-poem	[18, 832, 372, 917]
horoscope-sign-row	[1130, 1093, 1466, 1183]
article-farmer	[10, 407, 380, 752]
color-swatch	[172, 2321, 258, 2339]
event-item: • ଲୋକନାଥ ନୃତ୍ୟ ପ୍ରଦର୍ଶନୀ ସ୍ଥାନ: ରବୀନ୍ଦ୍ର ମଣ୍ଡପ, ସମୟ: ଅପରାହ୍ନ ୫ଟା ।	[10, 167, 190, 192]
event-item: • ପୂର୍ବତନ ବିଧାୟକ ସମ୍ମାନ ସ୍ଥାନ: ଟାଉନହଲ ପୁରୁଣା ୨୫ଟନ୍ କାର୍ଯ୍ୟ ଭୁବନେଶ୍ୱର, ସ୍ଥାନ: ପ୍ରାଚୀନ ଅଟ ଭବନ ।	[10, 300, 190, 337]
ashray-headline: ଆଶ୍ରୟ ଦେବାକୁ ...	[770, 808, 891, 826]
rourkela-headline: ରାଉରକେଲା ଷ୍ଟିଲ ...	[390, 494, 522, 512]
event-item: • ୬୬ ତମ ଜାତି ସମାରୋହ ସ୍ଥାନ: ଜିଲ୍ଲାପାଳ ଭବନ, ସମୟ: ପୂର୍ବାହ୍ନ ୧୧ଟା ।	[390, 306, 567, 331]
poem-line: ମାହିଷ ମିଶିଲା ଗାଁ ଭିତରେ, ଗାଁ ଲୋକେ ଗଲେ ଦୂର,	[104, 852, 286, 864]
sign-badge	[1130, 470, 1212, 545]
rourkela-body: ରାଉରକେଲା ଷ୍ଟିଲ ପ୍ଲାଣ୍ଟରେ ଉତ୍ପାଦନ ବୃଦ୍ଧି ପାଇଛି ବୋଲି କର୍ତ୍ତୃପକ୍ଷ ସୂଚନା ଦେଇଛନ୍ତି। ନୂଆ ଯୋଜନା ଅନୁଯାୟୀ ଆଗାମୀ ବର୍ଷ ମଧ୍ୟରେ ଅଧିକ ଉତ୍ପାଦନ ଲକ୍ଷ୍ୟ ଧାର୍ଯ୍ୟ କରାଯାଇଛି। ଶ୍ରମିକ ସଂଗଠନ ପକ୍ଷରୁ ମଧ୍ୟ ସହଯୋଗର ଆଶ୍ୱାସନା ଦିଆଯାଇଛି।	[390, 516, 575, 590]
cartoon-character-icon	[18, 768, 80, 812]
continued-text: ଶିକ୍ଷା ବିଭାଗ ପକ୍ଷରୁ ସ୍କୁଲଗୁଡ଼ିକରେ ଅତିରିକ୍ତ ଶ୍ରେଣୀ କକ୍ଷ ନିର୍ମାଣ କରାଯିବ। ଏଥିପାଇଁ ଅର୍ଥ ମଞ୍ଜୁର ହୋଇସାରିଛି।	[955, 723, 1120, 759]
person-head	[1008, 496, 1052, 544]
news-photo	[585, 466, 1120, 681]
taurus-bull-icon	[1130, 307, 1212, 365]
horoscope-sign-row	[1130, 1183, 1466, 1273]
city-group	[10, 107, 190, 388]
event-item: • ଆଦିବାସୀ ସଂସ୍କୃତି ଉତ୍ସବ ସ୍ଥାନ: ବାରିପଦା, ସମୟ: ଅପରାହ୍ନ ୪ଟା ।	[200, 310, 380, 335]
snake-headline: ସାପକାମୁଡ଼ା ମୃତ୍ୟୁ ...	[390, 728, 518, 746]
cartoon-extra-text: ପୁଲିସ ପକ୍ଷରୁ ଘଟଣାର ତଦନ୍ତ ଆରମ୍ଭ ହୋଇଛି। ଅଭିଯୁକ୍ତଙ୍କୁ ଶୀଘ୍ର ଗିରଫ କରାଯିବ ବୋଲି କୁହାଯାଇଛି।	[18, 924, 372, 947]
city-name: ପୁରୀ	[10, 343, 190, 361]
snake-body: ଗ୍ରାମାଞ୍ଚଳରେ ସାପ କାମୁଡ଼ା ଜନିତ ମୃତ୍ୟୁ ସଂଖ୍ୟା ବଢ଼ିବାରେ ଲାଗିଛି। ସ୍ୱାସ୍ଥ୍ୟ ବିଭାଗ ପକ୍ଷରୁ ସବୁ ଡାକ୍ତରଖାନାରେ ଆଣ୍ଟି ଭେନମ୍ ସଂରକ୍ଷଣ କରିବାକୁ ନିର୍ଦ୍ଦେଶ ଦିଆଯାଇଛି। ଅଧିକାଂଶ ଘଟଣାରେ ରୋଗୀଙ୍କୁ ଡାକ୍ତରଖାନା ଆଣିବାରେ ବିଳମ୍ବ ହେଉଥିବାରୁ ମୃତ୍ୟୁ ଘଟୁଛି। ଲୋକମାନଙ୍କୁ ଅନ୍ଧବିଶ୍ୱାସ ଛାଡ଼ି ସିଧାସଳଖ ଡାକ୍ତରଖାନା ଯିବାକୁ ପରାମର୍ଶ ଦିଆଯାଇଛି।	[390, 750, 575, 836]
sign-text: ରାଶି ପାଇଁ ଦିନଟି ଶୁଭ। ଅଟକି ଥିବା କାର୍ଯ୍ୟ ସମ୍ପନ୍ନ ହେବ। ଧନଲାଭର ଯୋଗ ଅଛି। ପରିବାରରେ ଆନନ୍ଦ ରହିବ। ଶିକ୍ଷା କ୍ଷେତ୍ରରେ ସଫଳତା ମିଳିବ। ଯାତ୍ରା ଶୁଭ ହେବ। ସନ୍ଧ୍ୟାରେ ଶୁଭ ସମ୍ବାଦ ମିଳିବ ।	[1219, 1191, 1466, 1228]
sign-name: ବିଛା	[1130, 830, 1212, 847]
color-swatch	[860, 2321, 946, 2339]
